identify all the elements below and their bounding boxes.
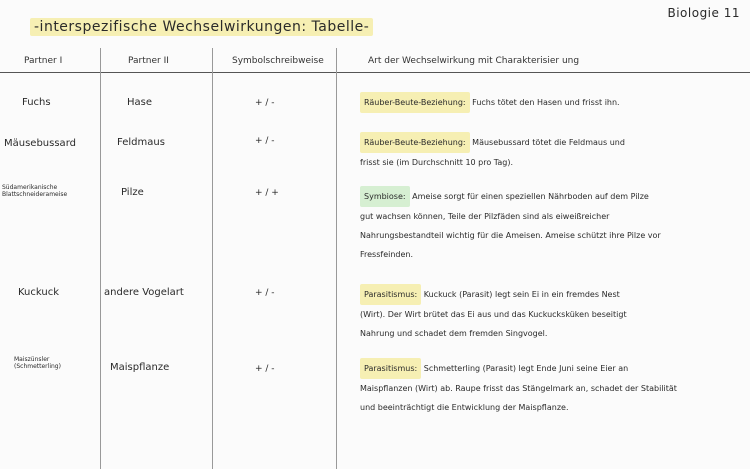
partner-2-cell: Hase [127,97,153,108]
description-line: Nahrungsbestandteil wichtig für die Ameisen. Ameise schützt ihre Pilze vor [360,231,661,240]
header-partner-2: Partner II [128,56,169,66]
description-line: Kuckuck (Parasit) legt sein Ei in ein fremdes Nest [423,290,620,299]
interaction-label: Räuber-Beute-Beziehung: [360,92,470,113]
symbol-cell: + / + [255,188,279,198]
partner-1-line: Südamerikanische [2,184,58,191]
description-cell [360,132,625,172]
partner-1-line: Maiszünsler [14,356,50,363]
description-line: (Wirt). Der Wirt brütet das Ei aus und das Kuckucksküken beseitigt [360,310,627,319]
description-cell [360,358,677,417]
description-line: Fressfeinden. [360,250,414,259]
description-cell [360,284,627,343]
description-line: Mäusebussard tötet die Feldmaus und [472,138,625,147]
description-line: Maispflanzen (Wirt) ab. Raupe frisst das Stängelmark an, schadet der Stabilität [360,384,677,393]
partner-1-line: Blattschneiderameise [2,191,68,198]
header-interaction: Art der Wechselwirkung mit Charakterisier ung [368,56,580,66]
symbol-cell: + / - [255,364,275,374]
description-line: und beeinträchtigt die Entwicklung der Maispflanze. [360,403,569,412]
partner-1-cell: Fuchs [22,97,51,108]
description-line: Ameise sorgt für einen speziellen Nährboden auf dem Pilze [412,192,649,201]
interaction-label: Parasitismus: [360,284,421,305]
partner-2-cell: Feldmaus [117,137,165,148]
description-line: Fuchs tötet den Hasen und frisst ihn. [472,98,620,107]
column-divider [212,48,213,469]
description-line: frisst sie (im Durchschnitt 10 pro Tag). [360,158,513,167]
partner-2-cell: andere Vogelart [104,287,184,298]
partner-1-cell: Mäusebussard [4,138,76,149]
description-line: Nahrung und schadet dem fremden Singvogel. [360,329,548,338]
symbol-cell: + / - [255,98,275,108]
partner-1-cell [14,356,61,370]
partner-1-cell: Kuckuck [18,287,60,298]
description-line: Schmetterling (Parasit) legt Ende Juni seine Eier an [423,364,629,373]
partner-1-line: (Schmetterling) [14,363,61,370]
interaction-label: Symbiose: [360,186,410,207]
partner-1-cell [2,184,67,198]
symbol-cell: + / - [255,136,275,146]
description-cell [360,186,661,264]
interaction-label: Räuber-Beute-Beziehung: [360,132,470,153]
description-cell [360,92,620,113]
subject-label: Biologie 11 [667,6,740,20]
partner-2-cell: Pilze [121,187,144,198]
symbol-cell: + / - [255,288,275,298]
interaction-label: Parasitismus: [360,358,421,379]
partner-2-cell: Maispflanze [110,362,170,373]
header-partner-1: Partner I [24,56,63,66]
description-line: gut wachsen können, Teile der Pilzfäden sind als eiweißreicher [360,212,610,221]
page-title: -interspezifische Wechselwirkungen: Tabelle- [30,18,373,36]
header-symbol: Symbolschreibweise [232,56,324,66]
column-divider [336,48,337,469]
header-divider [0,72,750,73]
column-divider [100,48,101,469]
